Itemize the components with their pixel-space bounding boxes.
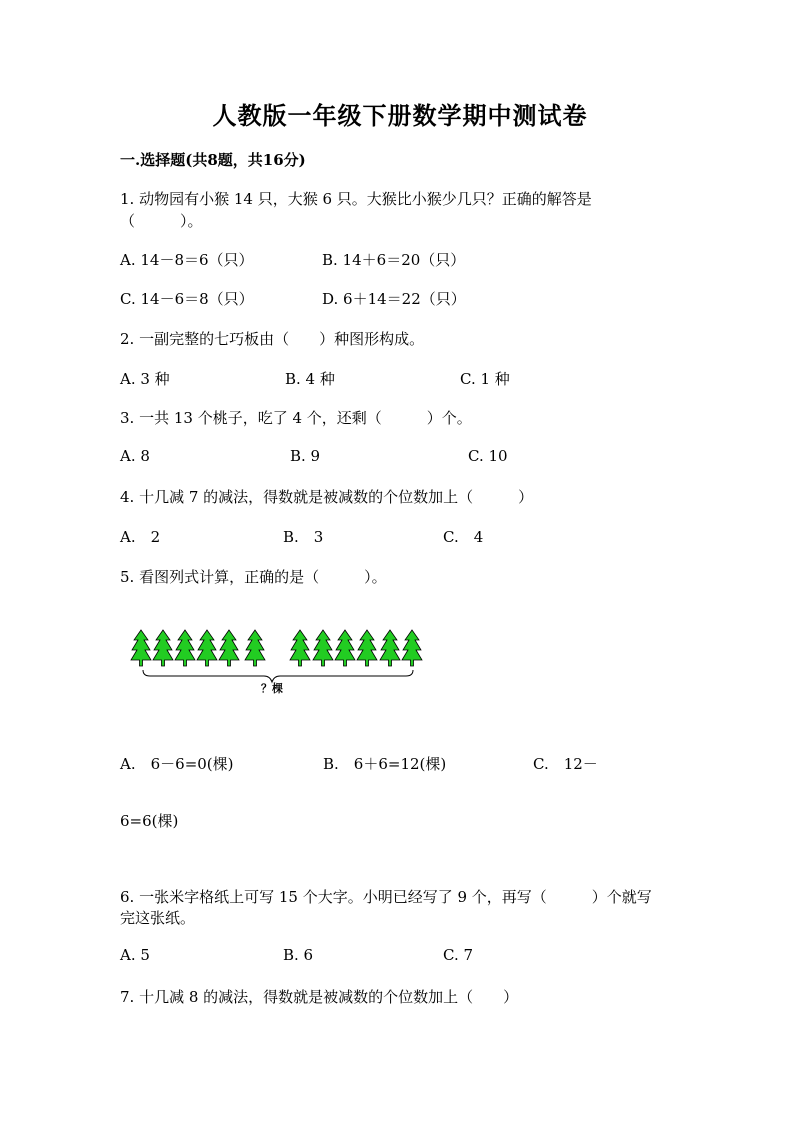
tree-icon	[219, 630, 239, 666]
tree-icon	[335, 630, 355, 666]
question-4-option-c: C. 4	[443, 528, 484, 546]
question-6-option-c: C. 7	[443, 946, 474, 964]
tree-icon	[380, 630, 400, 666]
question-2-stem: 2. 一副完整的七巧板由（ ）种图形构成。	[120, 330, 425, 348]
question-2-option-a: A. 3 种	[120, 370, 170, 388]
question-6-stem: 6. 一张米字格纸上可写 15 个大字。小明已经写了 9 个，再写（ ）个就写	[120, 888, 652, 906]
tree-icon	[402, 630, 422, 666]
question-6-option-b: B. 6	[283, 946, 314, 964]
question-7-stem: 7. 十几减 8 的减法，得数就是被减数的个位数加上（ ）	[120, 988, 519, 1006]
question-1-stem: 1. 动物园有小猴 14 只，大猴 6 只。大猴比小猴少几只？正确的解答是	[120, 190, 592, 208]
question-4-option-a: A. 2	[120, 528, 161, 546]
figure-label: ？棵	[261, 682, 283, 695]
question-1-option-b: B. 14＋6＝20（只）	[322, 251, 466, 269]
tree-icon	[245, 630, 265, 666]
tree-icon	[131, 630, 151, 666]
page-title: 人教版一年级下册数学期中测试卷	[212, 101, 588, 130]
brace	[143, 670, 413, 682]
question-2-option-c: C. 1 种	[460, 370, 510, 388]
question-5-option-c: C. 12－	[533, 755, 598, 773]
question-5-stem: 5. 看图列式计算，正确的是（ ）。	[120, 568, 387, 586]
trees-figure	[128, 626, 428, 696]
tree-icon	[175, 630, 195, 666]
question-1-option-d: D. 6＋14＝22（只）	[322, 290, 466, 308]
question-2-option-b: B. 4 种	[285, 370, 335, 388]
question-3-option-c: C. 10	[468, 447, 508, 465]
question-4-option-b: B. 3	[283, 528, 324, 546]
tree-group	[131, 630, 422, 666]
tree-icon	[313, 630, 333, 666]
question-5-option-b: B. 6＋6=12(棵)	[323, 755, 447, 773]
question-3-option-b: B. 9	[290, 447, 321, 465]
question-6-stem-cont: 完这张纸。	[120, 909, 196, 927]
question-6-option-a: A. 5	[120, 946, 150, 964]
question-5-option-a: A. 6－6=0(棵)	[120, 755, 234, 773]
question-4-stem: 4. 十几减 7 的减法，得数就是被减数的个位数加上（ ）	[120, 488, 534, 506]
question-5-option-c-cont: 6=6(棵)	[120, 812, 179, 830]
question-3-option-a: A. 8	[120, 447, 150, 465]
tree-icon	[153, 630, 173, 666]
section-heading: 一.选择题(共8题，共16分)	[120, 151, 306, 169]
tree-icon	[290, 630, 310, 666]
question-1-option-a: A. 14－8＝6（只）	[120, 251, 254, 269]
question-1-option-c: C. 14－6＝8（只）	[120, 290, 254, 308]
question-3-stem: 3. 一共 13 个桃子，吃了 4 个，还剩（ ）个。	[120, 409, 472, 427]
tree-icon	[357, 630, 377, 666]
question-1-stem-cont: （ ）。	[120, 212, 203, 230]
tree-icon	[197, 630, 217, 666]
